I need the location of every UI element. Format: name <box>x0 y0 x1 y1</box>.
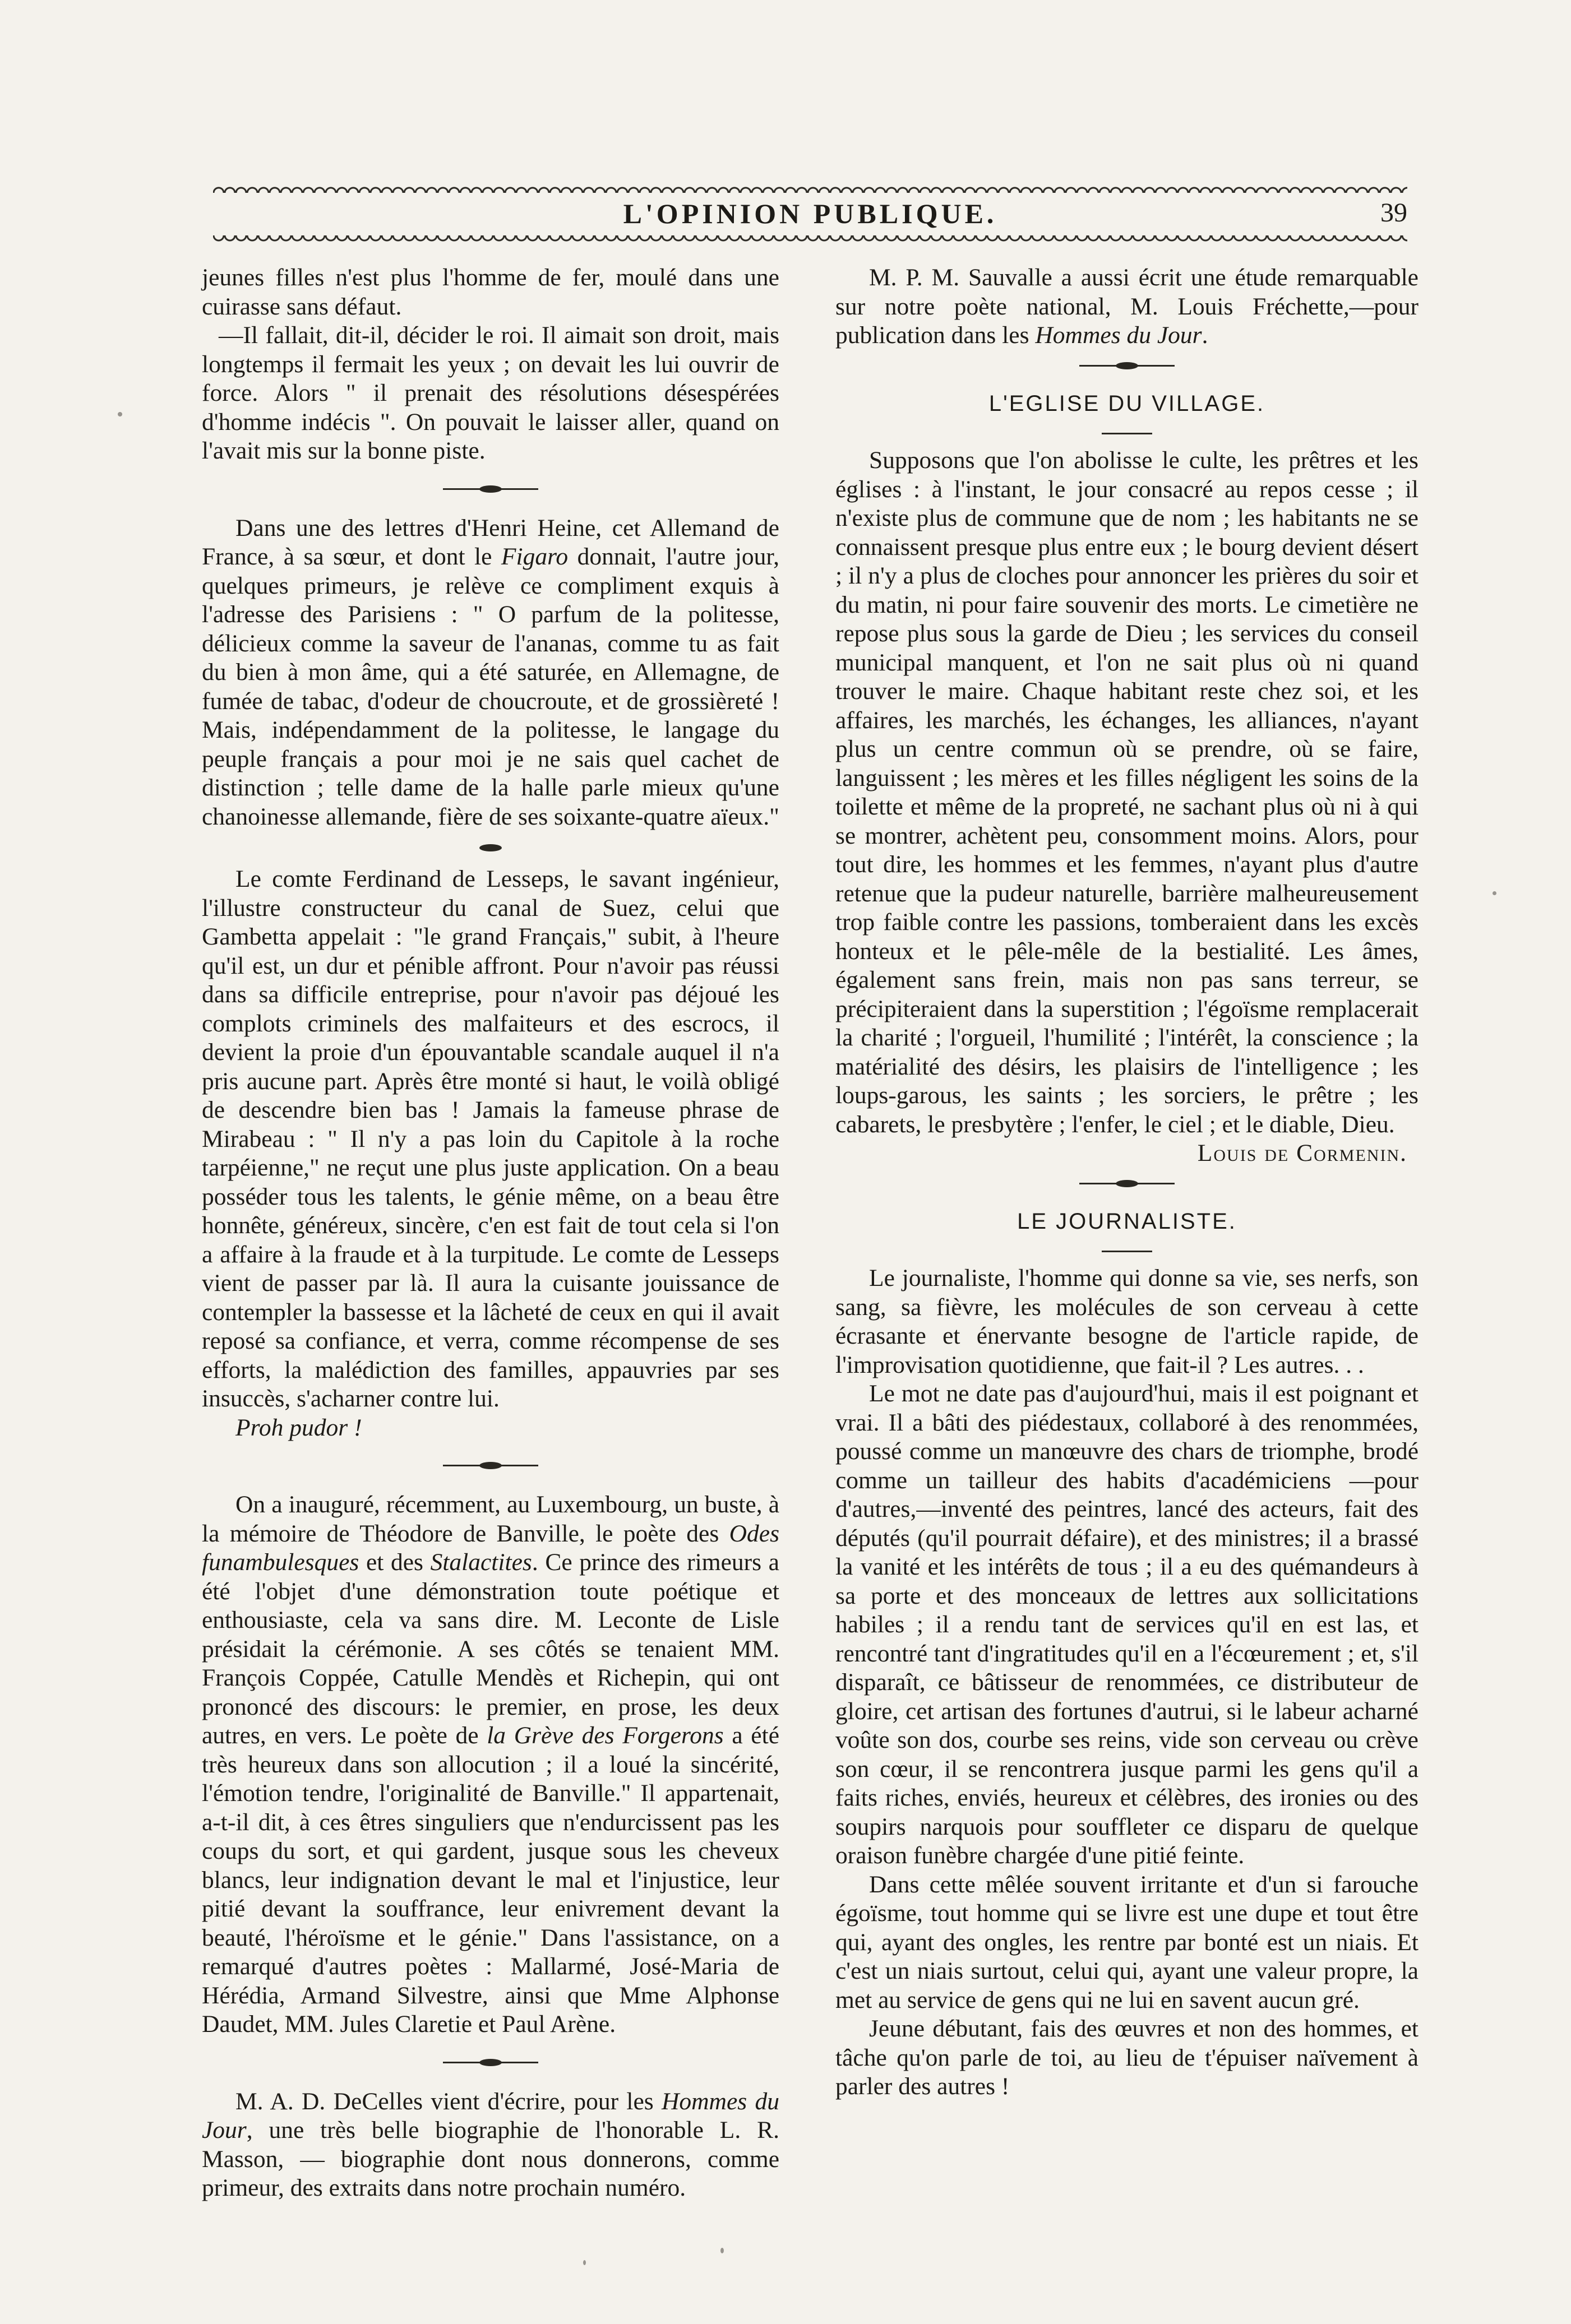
section-separator <box>202 831 779 865</box>
page-header <box>213 197 1407 237</box>
scan-speck <box>118 412 122 416</box>
journaliste-paragraph: Jeune débutant, fais des œuvres et non des hommes, et tâche qu'on parle de toi, au lieu de t'épuiser naïvement à parler des autres ! <box>835 2015 1418 2100</box>
section-separator <box>835 1168 1418 1200</box>
article-paragraph: —Il fallait, dit-il, décider le roi. Il aimait son droit, mais longtemps il fermait les yeux ; on devait les lui ouvrir de force. Alors " il prenait des résolutions désespérées d'homme indécis ". On pouvait le laisser aller, quand on l'avait mis sur la bonne piste. <box>202 322 779 464</box>
top-ornamental-rule <box>213 180 1407 193</box>
section-separator <box>835 350 1418 382</box>
journaliste-title: LE JOURNALISTE. <box>1017 1209 1237 1234</box>
article-paragraph: jeunes filles n'est plus l'homme de fer, moulé dans une cuirasse sans défaut. <box>202 264 779 320</box>
latin-exclamation: Proh pudor ! <box>235 1414 362 1441</box>
masthead-title: L'OPINION PUBLIQUE. <box>623 198 997 229</box>
section-separator <box>202 2039 779 2087</box>
section-separator <box>202 466 779 514</box>
title-underline <box>835 1239 1418 1264</box>
banville-paragraph: On a inauguré, récemment, au Luxembourg, un buste, à la mémoire de Théodore de Banville, le poète des Odes funambulesques et des Stalactites. Ce prince des rimeurs a été l'objet d'une démonstration toute poétique et enthousiaste, cela va sans dire. M. Leconte de Lisle présidait la cérémonie. A ses côtés se tenaient MM. François Coppée, Catulle Mendès et Richepin, qui ont prononcé des discours: le premier, en prose, les deux autres, en vers. Le poète de la Grève des Forgerons a été très heureux dans son allocution ; il a loué la sincérité, l'émotion tendre, l'originalité de Banville." Il appartenait, a-t-il dit, à ces êtres singuliers que n'endurcissent pas les coups du sort, et qui gardent, jusque sous les cheveux blancs, leur indignation devant le mal et l'injustice, leur pitié devant la souffrance, leur enivrement devant la beauté, l'héroïsme et le génie." Dans l'assistance, on a remarqué d'autres poètes : Mallarmé, José-Maria de Hérédia, Armand Silvestre, ainsi que Mme Alphonse Daudet, MM. Jules Claretie et Paul Arène. <box>202 1491 779 2038</box>
right-column <box>835 263 1418 2101</box>
scan-speck <box>1493 891 1496 895</box>
lesseps-paragraph: Le comte Ferdinand de Lesseps, le savant ingénieur, l'illustre constructeur du canal de Suez, celui que Gambetta appelait : "le grand Français," subit, à l'heure qu'il est, un dur et pénible affront. Pour n'avoir pas réussi dans sa difficile entreprise, pour n'avoir pas déjoué les complots criminels des malfaiteurs et des escrocs, il devient la proie d'un épouvantable scandale auquel il n'a pris aucune part. Après être monté si haut, le voilà obligé de descendre bien bas ! Jamais la fameuse phrase de Mirabeau : " Il n'y a pas loin du Capitole à la roche tarpéienne," ne reçut une plus juste application. On a beau posséder tous les talents, le génie même, on a beau être honnête, généreux, sincère, c'en est fait de tout cela si l'on a affaire à la fraude et à la turpitude. Le comte de Lesseps vient de passer par là. Il aura la cuisante jouissance de contempler la bassesse et la lâcheté de ceux en qui il avait reposé sa confiance, et verra, comme récompense de ses efforts, la malédiction des familles, appauvries par ses insuccès, s'acharner contre lui. <box>202 865 779 1412</box>
author-signature: Louis de Cormenin. <box>1197 1140 1407 1166</box>
section-separator <box>202 1442 779 1490</box>
sauvalle-paragraph: M. P. M. Sauvalle a aussi écrit une étude remarquable sur notre poète national, M. Louis Fréchette,—pour publication dans les Hommes du Jour. <box>835 264 1418 349</box>
eglise-title: L'EGLISE DU VILLAGE. <box>988 391 1265 416</box>
journaliste-paragraph: Le mot ne date pas d'aujourd'hui, mais il est poignant et vrai. Il a bâti des piédestaux, collaboré à des renommées, poussé comme un manœuvre des chars de triomphe, brodé comme un tailleur des habits d'académiciens —pour d'autres,—inventé des peintres, lancé des acteurs, fait des députés (qu'il pourrait défaire), et des ministres; il a brassé la vanité et les intérêts de tous ; il a eu des quémandeurs à sa porte et des monceaux de lettres aux sollicitations habiles ; il a rendu tant de services qu'il en est las, et rencontré tant d'ingratitudes qu'il en a l'écœurement ; et, s'il disparaît, ce bâtisseur de renommées, ce distributeur de gloire, cet artisan des fortunes d'autrui, si le labeur acharné voûte son dos, courbe ses reins, vide son cerveau ou crève son cœur, il se rencontrera jusque parmi les gens qu'il a faits riches, enviés, heureux et célèbres, des ironies ou des soupirs narquois pour souffleter ce disparu de quelque oraison funèbre chargée d'une pitié feinte. <box>835 1380 1418 1869</box>
journaliste-paragraph: Le journaliste, l'homme qui donne sa vie, ses nerfs, son sang, sa fièvre, les molécules de son cerveau à cette écrasante et énervante besogne de l'article rapide, de l'improvisation quotidienne, que fait-il ? Les autres. . . <box>835 1265 1418 1378</box>
title-underline <box>835 422 1418 446</box>
scan-speck <box>583 2260 586 2265</box>
journaliste-paragraph: Dans cette mêlée souvent irritante et d'un si farouche égoïsme, tout homme qui se livre est une dupe et tout être qui, ayant des ongles, les rentre par bonté est un niais. Et c'est un niais surtout, celui qui, ayant une valeur propre, la met au service de gens qui ne lui en savent aucun gré. <box>835 1871 1418 2013</box>
scan-speck <box>720 2248 724 2253</box>
bottom-ornamental-rule <box>213 235 1407 248</box>
heine-paragraph: Dans une des lettres d'Henri Heine, cet Allemand de France, à sa sœur, et dont le Figaro donnait, l'autre jour, quelques primeurs, je relève ce compliment exquis à l'adresse des Parisiens : " O parfum de la politesse, délicieux comme la saveur de l'ananas, comme tu as fait du bien à mon âme, qui a été saturée, en Allemagne, de fumée de tabac, d'odeur de choucroute, et de grossièreté ! Mais, indépendamment de la politesse, le langage du peuple français a pour moi je ne sais quel cachet de distinction ; telle dame de la halle parle mieux qu'une chanoinesse allemande, fière de ses soixante-quatre aïeux." <box>202 514 779 830</box>
left-column <box>202 263 779 2203</box>
decelles-paragraph: M. A. D. DeCelles vient d'écrire, pour les Hommes du Jour, une très belle biographie de l'honorable L. R. Masson, — biographie dont nous donnerons, comme primeur, des extraits dans notre prochain numéro. <box>202 2087 779 2201</box>
eglise-paragraph: Supposons que l'on abolisse le culte, les prêtres et les églises : à l'instant, le jour consacré au repos cesse ; il n'existe plus de commune que de nom ; les habitants ne se connaissent presque plus entre eux ; le bourg devient désert ; il n'y a plus de cloches pour annoncer les prières du soir et du matin, ni pour faire souvenir des morts. Le cimetière ne repose plus sous la garde de Dieu ; les services du conseil municipal manquent, et l'on ne sait plus où ni quand trouver le maire. Chaque habitant reste chez soi, et les affaires, les marchés, les échanges, les alliances, n'ayant plus un centre commun où se prendre, où se faire, languissent ; les mères et les filles négligent les soins de la toilette et même de la propreté, ne sachant plus où ni à qui se montrer, achètent peu, consomment moins. Alors, pour tout dire, les hommes et les femmes, n'ayant plus d'autre retenue que la pudeur naturelle, barrière malheureusement trop faible contre les passions, tomberaient dans les excès honteux et le pêle-mêle de la bestialité. Les âmes, également sans frein, mais non pas sans terreur, se précipiteraient dans la superstition ; l'égoïsme remplacerait la charité ; l'orgueil, l'humilité ; l'intérêt, la conscience ; la matérialité des désirs, les plaisirs de l'intelligence ; les loups-garous, les saints ; les sorciers, le prêtre ; les cabarets, le presbytère ; l'enfer, le ciel ; et le diable, Dieu. <box>835 447 1418 1138</box>
page-number: 39 <box>1380 198 1407 228</box>
